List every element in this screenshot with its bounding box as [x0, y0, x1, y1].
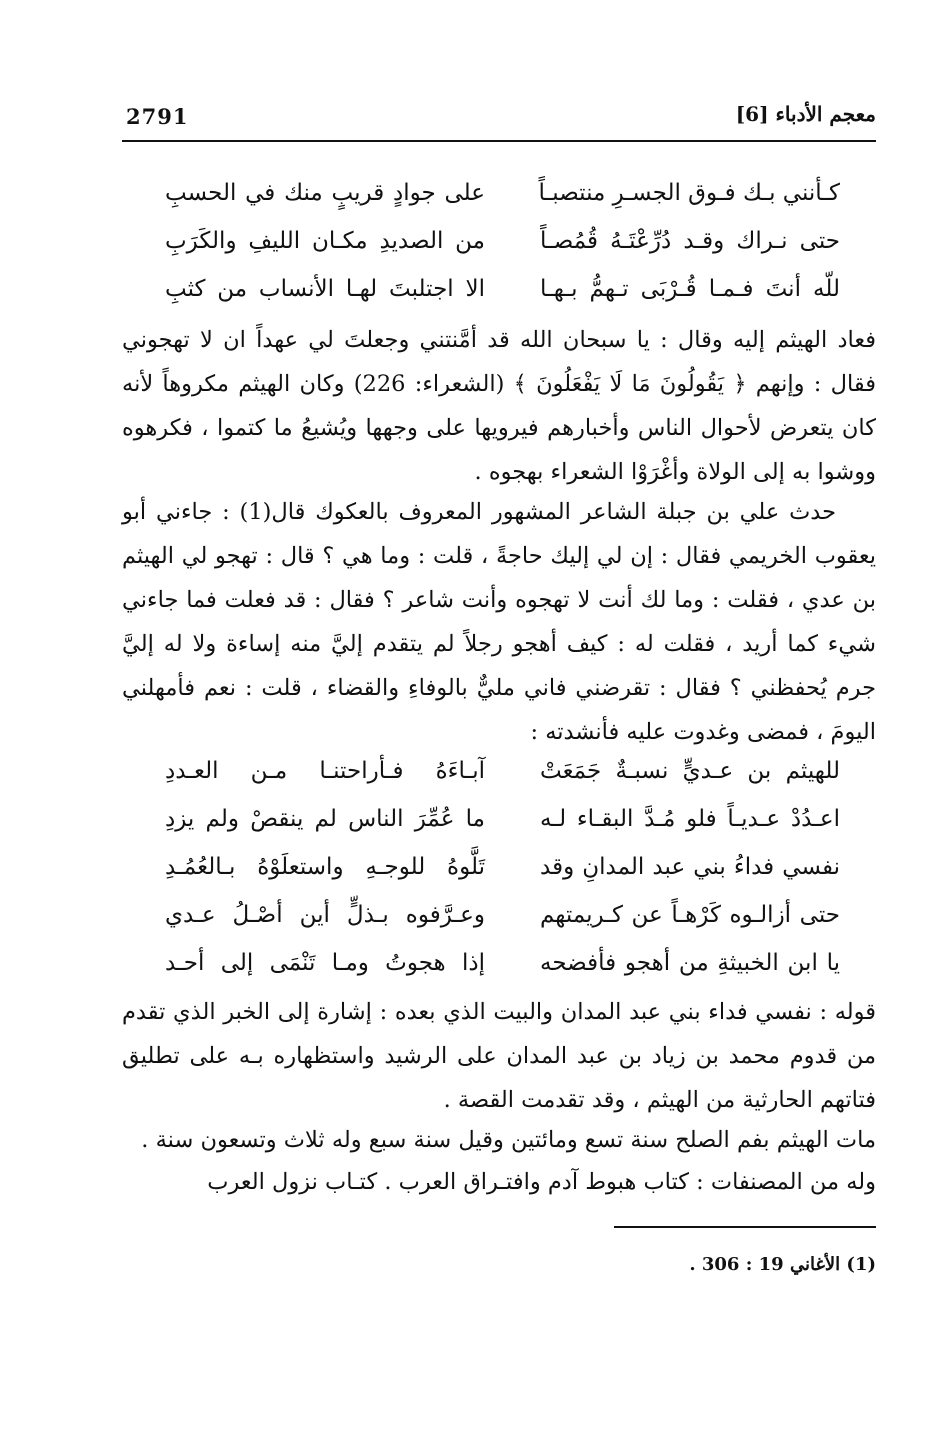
paragraph: فعاد الهيثم إليه وقال : يا سبحان الله قد أمَّنتني وجعلتَ لي عهداً ان لا تهجوني فقال : وإنهم ﴿ يَقُولُونَ مَا لَا يَفْعَلُونَ ﴾ (الشعراء: 226) وكان الهيثم مكروهاً لأنه كان يتعرض لأحوال الناس وأخبارهم فيرويها على وجهها ويُشيعُ ما كتموا ، فكرهوه ووشوا به إلى الولاة وأغْرَوْا الشعراء بهجوه .	[122, 327, 876, 485]
verse-line	[150, 758, 840, 808]
verse-first-hemistich: للّه أنتَ فـمـا قُـرْبَى تـهمُّ بـهـا	[540, 276, 840, 302]
verse-line	[150, 854, 840, 904]
header-rule	[122, 140, 876, 142]
footnote-rule	[614, 1226, 876, 1228]
paragraph: وله من المصنفات : كتاب هبوط آدم وافتـراق العرب . كتـاب نزول العرب	[207, 1169, 876, 1195]
verse-first-hemistich: حتى أزالـوه كَرْهـاً عن كـريمتهم	[540, 902, 840, 928]
page-number: 2791	[126, 104, 189, 129]
verse-first-hemistich: اعـدُدْ عـديـاً فلو مُـدَّ البقـاء لـه	[540, 806, 840, 832]
verse-second-hemistich: وعـرَّفوه بـذلٍّ أين أصْـلُ عـدي	[165, 902, 485, 928]
verse-first-hemistich: كـأنني بـك فـوق الجسـرِ منتصبـاً	[538, 180, 840, 206]
verse-line	[150, 180, 840, 230]
paragraph: قوله : نفسي فداء بني عبد المدان والبيت الذي بعده : إشارة إلى الخبر الذي تقدم من قدوم محمد بن زياد بن عبد المدان على الرشيد واستظهاره بـه على تطليق فتاتهم الحارثية من الهيثم ، وقد تقدمت القصة .	[122, 999, 876, 1113]
verse-first-hemistich: للهيثم بن عـديٍّ نسبـةٌ جَمَعَتْ	[540, 758, 840, 784]
footnote: (1) الأغاني 19 : 306 .	[689, 1254, 876, 1275]
page-header	[122, 96, 876, 146]
verse-second-hemistich: على جوادٍ قريبٍ منك في الحسبِ	[165, 180, 485, 206]
verse-second-hemistich: إذا هجوتُ ومـا تَنْمَى إلى أحـد	[165, 950, 485, 976]
verse-second-hemistich: آبـاءَهُ فـأراحتنـا مـن العـددِ	[165, 758, 485, 784]
paragraph: حدث علي بن جبلة الشاعر المشهور المعروف بالعكوك قال(1) : جاءني أبو يعقوب الخريمي فقال : إن لي إليك حاجةً ، قلت : وما هي ؟ قال : تهجو لي الهيثم بن عدي ، فقلت : وما لك أنت لا تهجوه وأنت شاعر ؟ فقال : قد فعلت فما جاءني شيء كما أريد ، فقلت له : كيف أهجو رجلاً لم يتقدم إليَّ منه إساءة ولا له إليَّ جرم يُحفظني ؟ فقال : تقرضني فاني مليٌّ بالوفاءِ والقضاء ، قلت : نعم فأمهلني اليومَ ، فمضى وغدوت عليه فأنشدته :	[122, 499, 876, 745]
verse-line	[150, 806, 840, 856]
verse-line	[150, 902, 840, 952]
running-title: معجم الأدباء [6]	[735, 102, 876, 126]
verse-first-hemistich: يا ابن الخبيثةِ من أهجو فأفضحه	[540, 950, 840, 976]
verse-second-hemistich: الا اجتلبتَ لهـا الأنساب من كثبِ	[165, 276, 485, 302]
verse-second-hemistich: من الصديدِ مكـان الليفِ والكَرَبِ	[165, 228, 485, 254]
paragraph: مات الهيثم بفم الصلح سنة تسع ومائتين وقيل سنة سبع وله ثلاث وتسعون سنة .	[141, 1127, 876, 1153]
verse-second-hemistich: تَلَّوهُ للوجـهِ واستعلَوْهُ بـالعُمُـدِ	[165, 854, 485, 880]
verse-first-hemistich: نفسي فداءُ بني عبد المدانِ وقد	[540, 854, 840, 880]
verse-second-hemistich: ما عُمِّرَ الناس لم ينقصْ ولم يزدِ	[165, 806, 485, 832]
verse-first-hemistich: حتى نـراك وقـد دُرِّعْتَـهُ قُمُصـاً	[540, 228, 840, 254]
verse-line	[150, 228, 840, 278]
